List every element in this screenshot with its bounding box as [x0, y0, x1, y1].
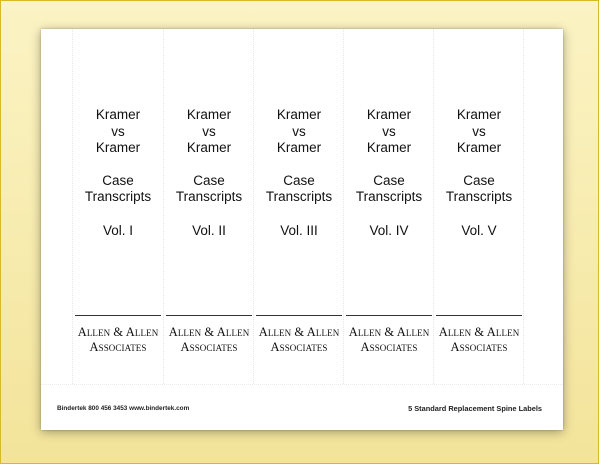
spine-label	[434, 29, 524, 384]
footer-product-name: 5 Standard Replacement Spine Labels	[408, 404, 542, 413]
volume-number: Vol. I	[102, 222, 134, 238]
company-name: Allen & Allen Associates	[348, 325, 430, 354]
divider	[166, 315, 252, 316]
divider	[75, 315, 161, 316]
divider	[346, 315, 432, 316]
volume-number: Vol. IV	[369, 222, 409, 238]
spine-label-title: Kramer vs Kramer Case Transcripts Vol. IV	[344, 107, 434, 239]
spine-label	[254, 29, 344, 384]
company-name: Allen & Allen Associates	[168, 325, 250, 354]
divider	[256, 315, 342, 316]
spine-label	[73, 29, 163, 384]
spine-label-title: Kramer vs Kramer Case Transcripts Vol. III	[254, 107, 344, 239]
company-name: Allen & Allen Associates	[438, 325, 520, 354]
spine-label-title: Kramer vs Kramer Case Transcripts Vol. I	[73, 107, 163, 239]
volume-number: Vol. II	[192, 222, 226, 238]
spine-label	[344, 29, 434, 384]
divider	[436, 315, 522, 316]
volume-number: Vol. III	[280, 222, 318, 238]
footer-contact: Bindertek 800 456 3453 www.bindertek.com	[57, 405, 190, 412]
volume-number: Vol. V	[461, 222, 497, 238]
company-name: Allen & Allen Associates	[77, 325, 159, 354]
company-name: Allen & Allen Associates	[258, 325, 340, 354]
perforation-line	[41, 384, 563, 385]
spine-label	[164, 29, 254, 384]
label-sheet	[41, 29, 563, 430]
spine-label-title: Kramer vs Kramer Case Transcripts Vol. V	[434, 107, 524, 239]
spine-label-title: Kramer vs Kramer Case Transcripts Vol. II	[164, 107, 254, 239]
